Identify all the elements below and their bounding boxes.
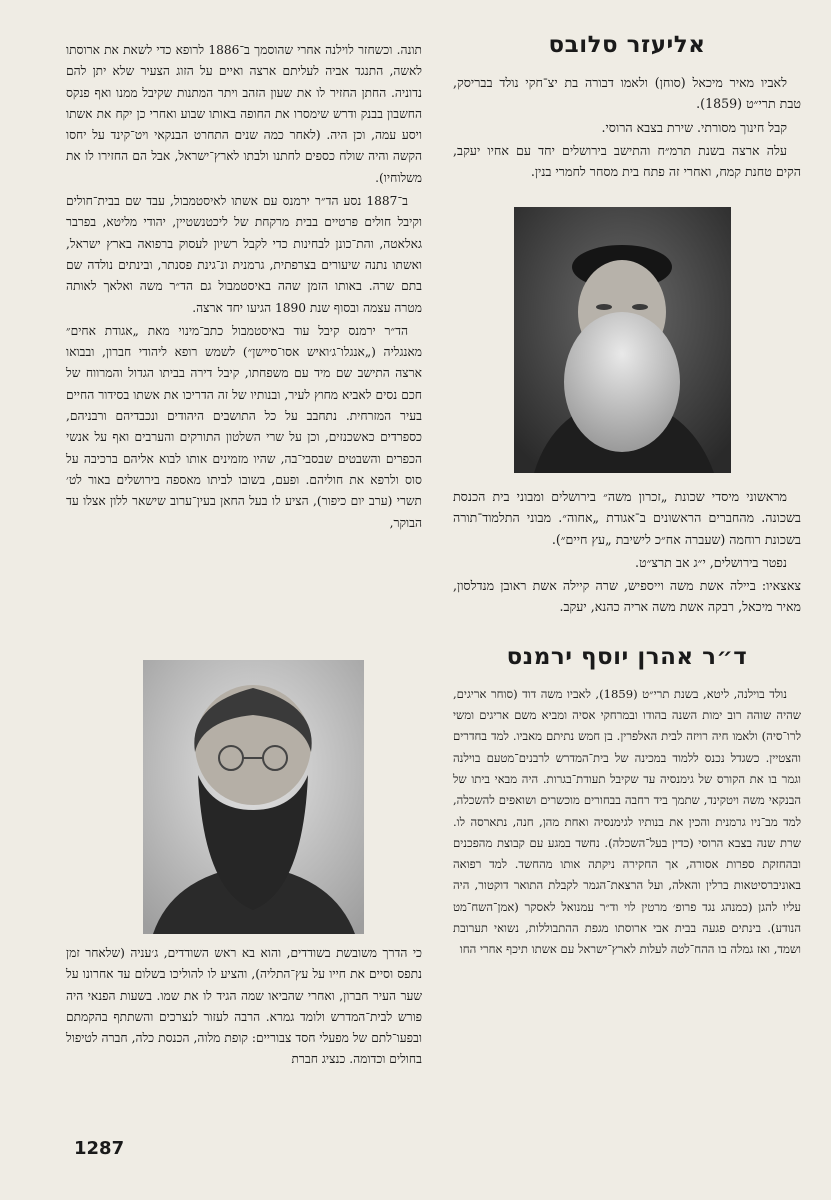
portrait-photo-aharon-yermans <box>143 660 364 934</box>
section1-paragraph: לאביו מאיר מיכאל (סוחן) ולאמו דבורה בת יצ־חקי נולד בבריסק, טבת תרי״ט (1859). <box>453 75 801 112</box>
page-number: 1287 <box>74 1138 125 1159</box>
left-paragraph: ב־1887 נסע הד״ר ירמנס עם אשתו לאיסטמבול, עבד שם בבית־חולים וקיבל חולים פרטיים בבית מרקחת של ליכטנשטיין, יהודי מליטא, בפרבר גאלאטה, והת־כונן לבחינות כדי לקבל רשיון לעסוק ברפואה בארץ ישראל, ואשתו נתנה שיעורים בצרפתית, גרמנית ונ־גינת פסנתר, ובינתים נולדה שם בתם שרה. באותו הזמן שהה באיסטמבול גם הד״ר משה ואלאך לאותה מטרה עצמה ובסוף שנת 1890 הגיעו יחד ארצה. <box>66 194 422 315</box>
left-paragraph: תונה. וכשחזר לוילנה אחרי שהוסמך ב־1886 לרופא כדי לשאת את ארוסתו לאשה, התנגד אביה לעליתם ארצה ואיים על הזוג הצעיר שלא יתן להם נדוניה. החתן החזיר לו את שעון הזהב ויתר המתנות שקיבל ממנו ואף פנקס החשבון בבנק ודרש שימסרו את החופה באותו שבוע ואחרי כן יקח את אשתו ויסע עמה, וכן היה. (לאחר כמה שנים התחרט הבנקאי ויט־קינד על יחסו הקשה והיה שולח כספים לחתנו ולבתו לארץ־ישראל, אבל הם החזירו לו את משלוחיו). <box>66 43 422 185</box>
section1-paragraph: מראשוני מיסדי שכונת „זכרון משה״ בירושלים ומבוני בית הכנסת בשכונה. מהחברים הראשונים ב־אגודת „אחוה״. מבוני התלמוד־תורה בשכונת רוחמה (שעברה אח״כ לישיבת „עץ חיים״). <box>453 489 801 547</box>
portrait-image <box>143 660 364 934</box>
section2-paragraph: נולד בוילנה, ליטא, בשנת תרי״ט (1859), לאביו משה דוד (סוחר אריגים, שהיה שוהה רוב ימות השנה בהודו ובמרחקי אסיה ומביא משם אריגים ומשי לרו־סיה) ולאמו חיה רויזה לבית האלפרין. בן חמש נתיתם מאביו. למד בחדרים והצטיין. כשגדל נכנס ללמוד במכינה של בית־המדרש לרבנים־מטעם בוילנה וגמר בו את הקורס של גימנסיה עד שקיבל תעודת־בגרות. היה מבאי ביתו של הבנקאי משה ויטקינד, שתמך ביד רחבה בבחורים מוכשרים ושואפים להשכלה, למד מב־ניו גרמנית והכין את בנותיו לגימנסיה ואחת מהן, חנה, נתארסה לו. שרת שנה בצבא הרוסי (כדין בעל־השכלה). נחשד במגע עם קבוצת מהפכנים ובהחזקת ספרות אסורה, אך החקירה ניקתה אותו מהחשד. למד רפואה באוניברסיטאות ברלין והאלה, ועל הרצאת־הגמר לקבלת התואר דוקטור, היה עליו להגן (כמנהג נגד פרופ׳ מרטין לוי וד״ר עמנואל לאסקר (אמן־השח־מט הנודע). בינתים פגעה בבית אבי ארוסתו מגפת ההתבוללות, נשואי תערובת ושמד, ואז גמלה בו ההח־לטה לעלות לארץ־ישראל עם אשתו תיכף אחרי החו <box>453 686 801 957</box>
portrait-image <box>514 207 731 473</box>
section1-paragraph: עלה ארצה בשנת תרמ״ח והתישב בירושלים יחד עם אחיו יעקב, הקים טחנת קמח, ואחרי זה פתח בית מסחר לחמרי בנין. <box>453 142 801 180</box>
section1-paragraph: נפטר בירושלים, י״ג אב תרצ״ט. <box>635 554 787 570</box>
section2-title: ד״ר אהרן יוסף ירמנס <box>506 643 748 670</box>
section1-text <box>453 28 801 184</box>
section1-title: אליעזר סלובס <box>548 32 706 58</box>
section1-paragraph: קבל חינוך מסורתי. שירת בצבא הרוסי. <box>601 119 787 135</box>
section1-continuation <box>453 486 801 963</box>
portrait-photo-eliezer-slobs <box>514 207 731 473</box>
left-column-text <box>66 40 422 536</box>
left-paragraph: הד״ר ירמנס קיבל עוד באיסטמבול כתב־מינוי מאת „אגודת אחים״ מאנגליה („אנגלו־ג׳ואיש אסו־סיישן״) לשמש רופא ליהודי חברון, ובבואו ארצה התישב שם מיד עם משפחתו, קיבל דירה בביתו הגדול והמרווח של חכם נסים לאביא מחוץ לעיר, ובנותיו של זה הדריכו את אשתו בסידור החיים בעיר המזרחית. נתחבב על כל התושבים היהודים ונכבדיהם ורבניהם, כספרדים כאשכנזים, וכן על שרי השלטון התורקים והערבים ואף על אנשי הכפרים והשבטים שבסבי־בה, שהיו מזמינים אותו לבוא אליהם ברכיבה על סוס ולרפא את חוליהם. ופעם, בשובו לביתו מאספה בירושלים באור לט׳ תשרי (ערב יום כיפור), הציע לו בעל החאן בעין־ערוב שישאר ללון אצלו עד הבוקר, <box>66 323 422 530</box>
left-continuation <box>66 943 422 1073</box>
section1-descendants: צאצאיו: ביילה אשת משה וייספיש, שרה קיילה אשת ראובן מנדלסון, מאיר מיכאל, רבקה אשת משה אריה כהנא, יעקב. <box>453 578 801 615</box>
left-paragraph: כי הדרך משובשת בשודדים, והוא בא ראש השודדים, ג׳עניה (שלאחר זמן נתפס וסיים את חייו על עץ־התליה), והציע לו להוליכו בשלום עד אחרונו על שער העיר חברון, ואחרי שהביאו שמה הגיד לו את שמו. בשעות הפנאי היה פורש לבית־המדרש ולומד גמרא. הרבה לעזור לנצרכים והשתתף בהקמתם ובפעו־לתם של מפעלי חסד צבוריים: קופת מלוה, הכנסת כלה, חברה לטיפול בחולים וכדומה. כנציג חברת <box>66 946 422 1067</box>
